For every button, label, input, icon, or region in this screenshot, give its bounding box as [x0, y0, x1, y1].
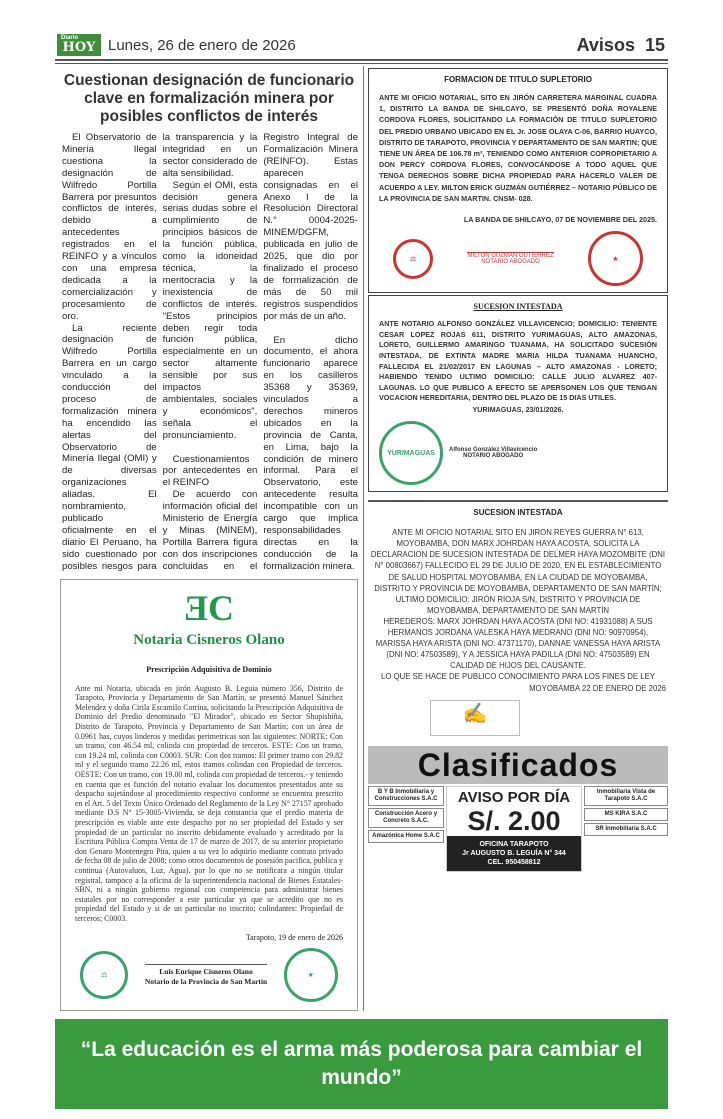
- signature-stamp-icon: ✍: [430, 700, 520, 736]
- notary-seal-icon: ⚖: [393, 239, 433, 279]
- listing: Construcción Acero y Concreto S.A.C.: [368, 808, 444, 828]
- article-headline: Cuestionan designación de funcionario clave en formalización minera por posibles conflictos de interés: [63, 72, 355, 125]
- page-header: [0, 0, 723, 66]
- issue-date: Lunes, 26 de enero de 2026: [108, 37, 296, 54]
- ad-notaria-cisneros: [60, 579, 358, 1012]
- listing: SR Inmobiliaria S.A.C: [584, 823, 668, 836]
- notary-stamp-icon: ★: [588, 231, 643, 286]
- ad-body: ANTE MI OFICIO NOTARIAL, SITO EN JIRÓN CARRETERA MARGINAL CUADRA 1, DISTRITO LA BANDA DE SHILCAYO, SE PRESENTÓ DOÑA ROYALENE CORDOVA FLORES, SOLICITANDO LA FORMACIÓN DE TITULO SUPLETORIO DEL PREDIO URBANO UBICADO EN EL Jr. JOSE OLAYA C-06, BARRIO HUAYCO, DISTRITO DE TARAPOTO, PROVINCIA Y DEPARTAMENTO DE SAN MARTIN; QUE TIENE UN ÁREA DE 106.78 m², TENIENDO COMO ANTERIOR COPROPIETARIO A DON PERCY CORDOVA FLORES, CONVOCÁNDOSE A TODO AQUEL QUE TENGA DERECHOS SOBRE DICHA PROPIEDAD PARA HACERLO VALER DE ACUERDO A LEY. MILTON ERICK GUZMÁN GUTIÉRREZ – NOTARIO PÚBLICO DE LA PROVINCIA DE SAN MARTIN. CNSM- 028.: [379, 93, 657, 203]
- aviso-promo: AVISO POR DÍA S/. 2.00 OFICINA TARAPOTO Jr AUGUSTO B. LEGUÍA N° 344 CEL. 950458812: [446, 786, 582, 872]
- listing: MS KIRA S.A.C: [584, 808, 668, 821]
- paragraph: De acuerdo con información oficial del Ministerio de Energía y Minas (MINEM), Portilla Barrera figura con dos inscripciones concluidas en el Registro Integral de Formalización Minera (REINFO). Estas aparecen consignadas en el Anexo I de la Resolución Directoral N.° 0004-2025-MINEM/DGFM, publicada en julio de 2025, que dio por finalizado el proceso de formalización de más de 50 mil registros suspendidos por más de un año.: [162, 132, 358, 572]
- ad-line: HEREDEROS: MARX JOHRDAN HAYA ACOSTA (DNI NO: 41931088) A SUS HERMANOS JORDANA VALESKA HAYA MEDRANO (DNI NO: 90970954), MARISSA HAYA ARISTA (DNI NO: 47371170), DANNAE VANESSA HAYA ARISTA (DNI NO: 47503589), Y A JESSICA HAYA PADILLA (DNI NO: 47503589) EN CALIDAD DE HIJOS DEL CAUSANTE.: [375, 616, 661, 671]
- ad-sucesion-yurimaguas: [368, 295, 668, 492]
- section-page: Avisos 15: [576, 35, 665, 55]
- paragraph: Según el OMI, esta decisión genera serias dudas sobre el cumplimiento de principios básicos de la función pública, como la idoneidad técnica, la meritocracia y la inexistencia de conflictos de interés. "Estos principios deben regir toda función pública, especialmente en un sector altamente sensible por sus impactos ambientales, sociales y económicos", señala el pronunciamiento.: [162, 179, 258, 441]
- paragraph: En dicho documento, el ahora funcionario aparece en los casilleros 35368 y 35369, vinculados a derechos mineros ubicados en la provincia de Canta, en Lima, bajo la condición de minero informal. Para el Observatorio, este antecedente resulta incompatible con un cargo que implica responsabilidades directas en la conducción de la formalización minera.: [263, 334, 358, 572]
- signature: MILTON GUZMAN GUTIERREZ NOTARIO ABOGADO: [467, 253, 554, 266]
- ad-line: MOYOBAMBA 22 DE ENERO DE 2026: [529, 683, 666, 693]
- ad-body: ANTE NOTARIO ALFONSO GONZÁLEZ VILLAVICENCIO; DOMICILIO: TENIENTE CESAR LOPEZ ROJAS 611, DISTRITO YURIMAGUAS, ALTO AMAZONAS, LORETO, GUILLERMO AMARINGO TUANAMA, HA SOLICITADO SUCESIÓN INTESTADA, DE EXTINTA MADRE MARIA HILDA TUANAMA HUANCHO, FALLECIDA EL 21/02/2017 EN LAGUNAS – ALTO AMAZONAS - LORETO; HABIENDO TENIDO ULTIMO DOMICILIO: CALLE JULIO ALVAREZ 407- LAGUNAS. LO QUE PUBLICO A EFECTO SE APERSONEN LOS QUE TENGAN VOCACION HEREDITARIA, DENTRO DEL PLAZO DE 15 DIAS UTILES.: [379, 319, 657, 403]
- paragraph: El Observatorio de Minería Ilegal cuestiona la designación de Wilfredo Portilla Barrera por presuntos conflictos de interés, debido a antecedentes registrados en el REINFO y a vínculos con una empresa dedicada a la comercialización y procesamiento de oro.: [62, 132, 157, 322]
- ad-titulo-supletorio: [368, 68, 668, 293]
- signature-row: [75, 948, 343, 1002]
- ad-place: YURIMAGUAS, 23/01/2026.: [472, 404, 564, 414]
- ad-line: LO QUE SE HACE DE PUBLICO CONOCIMIENTO PARA LOS FINES DE LEY: [381, 672, 655, 682]
- ad-title: Prescripción Adquisitiva de Dominio: [146, 664, 272, 674]
- notary-seal: YURIMAGUAS: [379, 421, 443, 485]
- clasificados-grid: [368, 786, 668, 872]
- right-column: [363, 66, 668, 1011]
- ad-line: ANTE MI OFICIO NOTARIAL SITO EN JIRON REYES GUERRA N° 613, MOYOBAMBA, DON MARX JOHRDAN HAYA ACOSTA, SOLICITA LA DECLARACION DE SUCESION INTESTADA DE DELMER HAYA MOZOMBITE (DNI N° 00803667) FALLECIDO EL 29 DE JULIO DE 2020, EN EL ESTABLECIMIENTO DE SALUD HOSPITAL MOYOBAMBA, EN LA CIUDAD DE MOYOBAMBA, DISTRITO Y PROVINCIA DE MOYOBAMBA, DEPARTAMENTO DE SAN MARTÍN;: [370, 528, 666, 593]
- notary-seal-icon: ⚖: [80, 951, 128, 999]
- header-rule: [55, 59, 668, 64]
- notary-logo-icon: ƎC: [184, 587, 235, 628]
- clasificados: [368, 746, 668, 872]
- clasificados-title: Clasificados: [368, 746, 668, 784]
- quote-banner: “La educación es el arma más poderosa para cambiar el mundo”: [55, 1019, 668, 1109]
- signature: Luis Enrique Cisneros Olano Notario de la Provincia de San Martín: [145, 964, 267, 987]
- newspaper-logo: Diario HOY: [57, 34, 101, 56]
- ad-sucesion-moyobamba: [368, 500, 668, 741]
- paragraph: La reciente designación de Wilfredo Portilla Barrera en un cargo vinculado a la conducción del proceso de formalización minera ha encendido las alertas del Observatorio de Minería Ilegal (OMI) y de diversas organizaciones aliadas. El nombramiento, publicado oficialmente en el diario El Peruano, ha sido cuestionado por posibles riesgos para la transparencia y la integridad en un sector considerado de alta sensibilidad.: [62, 132, 258, 572]
- ad-body: Ante mi Notaria, ubicada en jirón Augusto B. Leguia número 356, Distrito de Tarapoto, Provincia y Departamento de San Martín, se presentó Manuel Sánchez Melendez y doña Cirila Escamilo Cotrina, solicitando la Prescripción Adquisitiva de Dominio del Predio denominado "El Mirador", ubicado en Sector Shupishiña, Distrito de Tarapoto, Provincia y Departamento de San Martín; con un área de 0.0961 has, cuyos linderos y medidas perimetricas son las siguientes: NORTE: Con un tramo, con 46.54 ml, colinda con propiedad de terceros. ESTE: Con un tramo, con 19.24 ml, colinda con C0003. SUR: Con dos tramos: El primer tramo con 29.82 ml y el segundo tramo 22.26 ml, estos tramos colindan con Propiedad de terceros. OESTE: Con un tramo, con 19.00 ml, colinda con propiedad de terceros.- y teniendo en cuenta que es función del notario evaluar los documentos presentados ante su despacho sujetándose al procedimiento respectivo conforme se encuentra prescrito en el Art. 5 del Texto Único Ordenado del Reglamento de la Ley N° 27157 aprobado mediante D.S N° 15-3005-Vivienda, se deja constancia que el predio materia de prescripción es viable ante este despacho por no ser propiedad del Estado y ser propiedad de un particular no inscrito debidamente evaluado y acreditado por la Escritura Pública Compra Venta de 17 de marzo de 2017, de su anterior propietario don Genaro Montenegro Pita, quien a su vez lo adquirio mediante contrato privado de fecha 08 de julio de 2008; como otros documentos de posesión pacifica, publica y continua (Autovaluos, Luz, Agua). por lo que no se notificara a ningún titular registral, tampoco a la oficina de la superintendencia nacional de Bienes Estatales-SBN, ni a ningún gobierno regional con competencia para administrar bienes estatales por no corresponder a este particular ya que se acredito que no es propiedad del Estado y si de un particular no inscrito; colindantes: Propiedad de terceros; C0003.: [75, 683, 343, 923]
- listings-left: [368, 786, 444, 872]
- ad-title: SUCESION INTESTADA: [473, 508, 563, 518]
- article-body: [62, 132, 358, 573]
- ad-place: Tarapoto, 19 de enero de 2026: [245, 933, 343, 943]
- ad-line: ULTIMO DOMICILIO: JIRÓN RIOJA S/N, DISTRITO Y PROVINCIA DE MOYOBAMBA, DEPARTAMENTO DE SAN MARTÍN: [395, 594, 641, 615]
- ad-title: FORMACION DE TITULO SUPLETORIO: [444, 75, 592, 84]
- signature-row: [379, 231, 657, 286]
- ad-title: SUCESION INTESTADA: [473, 302, 563, 312]
- signature: Alfonso González Villavicencio NOTARIO ABOGADO: [449, 447, 538, 460]
- page-body: [0, 66, 723, 1011]
- ad-place: LA BANDA DE SHILCAYO, 07 DE NOVIEMBRE DEL 2025.: [463, 215, 657, 225]
- notary-name: Notaria Cisneros Olano: [133, 631, 285, 648]
- subheading: Cuestionamientos por antecedentes en el REINFO: [162, 453, 258, 489]
- listings-right: [584, 786, 668, 872]
- listing: Inmobiliaria Vista de Tarapoto S.A.C: [584, 786, 668, 806]
- left-column: [60, 66, 358, 1011]
- listing: Amazónica Home S.A.C: [368, 830, 444, 843]
- listing: B Y B Inmobiliaria y Construcciones S.A.C: [368, 786, 444, 806]
- signature-row: [379, 421, 657, 485]
- notary-stamp-icon: ★: [284, 948, 338, 1002]
